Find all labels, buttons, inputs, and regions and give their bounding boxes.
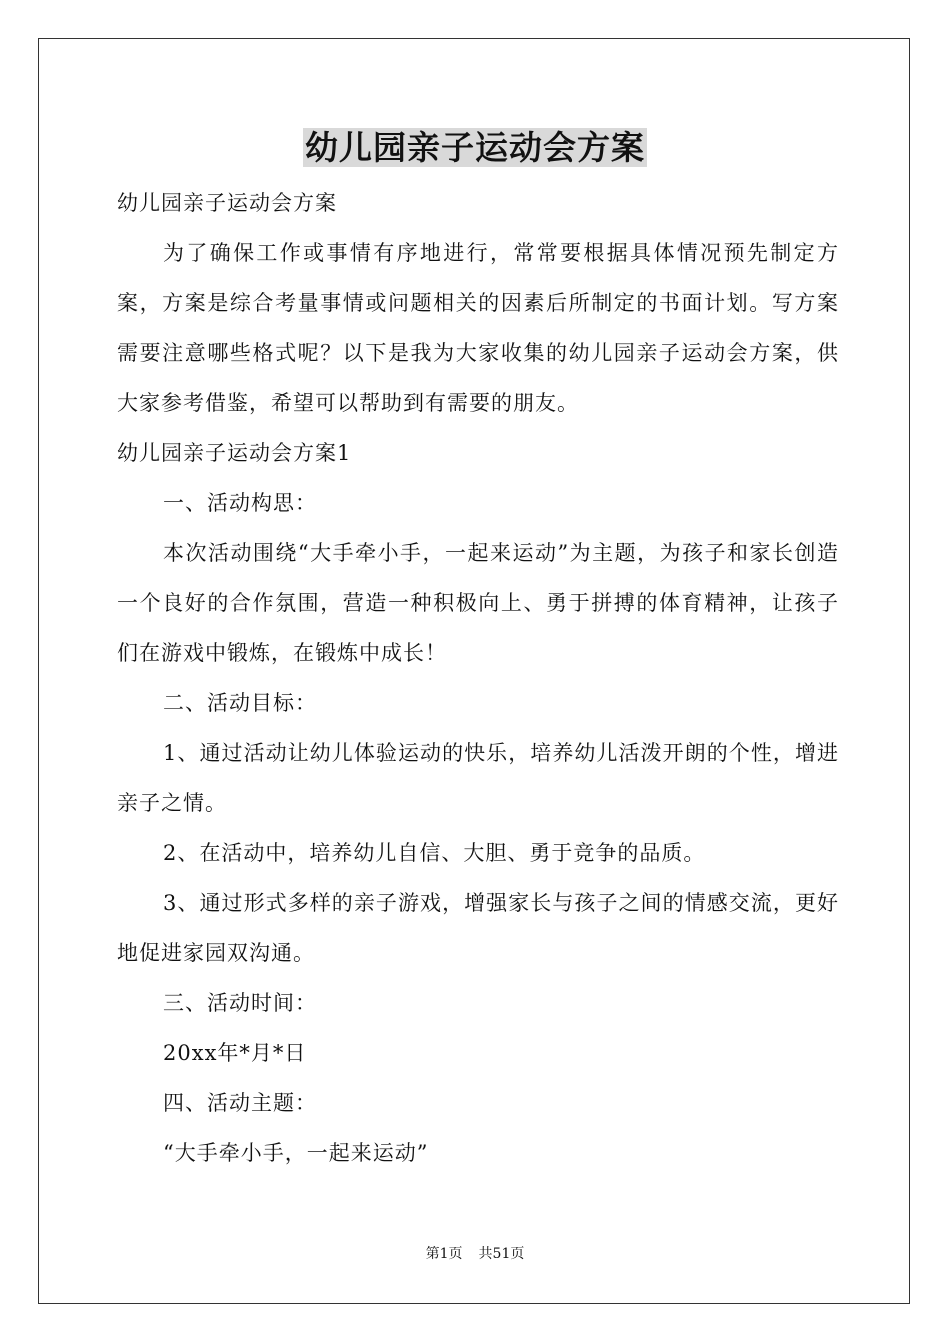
intro-paragraph: 为了确保工作或事情有序地进行，常常要根据具体情况预先制定方案，方案是综合考量事情或问题相关的因素后所制定的书面计划。写方案需要注意哪些格式呢？以下是我为大家收集的幼儿园亲子运动会方案，供大家参考借鉴，希望可以帮助到有需要的朋友。 <box>117 241 839 415</box>
subtitle-paragraph: 幼儿园亲子运动会方案 <box>117 191 337 215</box>
heading-activity-theme: 四、活动主题： <box>163 1091 317 1115</box>
page-number-total: 共51页 <box>478 1246 525 1262</box>
heading-activity-concept: 一、活动构思： <box>163 491 317 515</box>
activity-date: 20xx年*月*日 <box>163 1041 307 1065</box>
goal-item-1: 1、通过活动让幼儿体验运动的快乐，培养幼儿活泼开朗的个性，增进亲子之情。 <box>117 741 839 815</box>
heading-activity-goals: 二、活动目标： <box>163 691 317 715</box>
section-heading-plan-1: 幼儿园亲子运动会方案1 <box>117 441 352 465</box>
document-body <box>117 178 839 1178</box>
page-footer <box>0 1244 950 1264</box>
concept-paragraph: 本次活动围绕“大手牵小手，一起来运动”为主题，为孩子和家长创造一个良好的合作氛围，营造一种积极向上、勇于拼搏的体育精神，让孩子们在游戏中锻炼，在锻炼中成长！ <box>117 541 839 665</box>
activity-theme-text: “大手牵小手，一起来运动” <box>163 1141 429 1165</box>
document-title-text: 幼儿园亲子运动会方案 <box>305 128 645 167</box>
goal-item-3: 3、通过形式多样的亲子游戏，增强家长与孩子之间的情感交流，更好地促进家园双沟通。 <box>117 891 839 965</box>
document-title <box>0 124 950 172</box>
heading-activity-time: 三、活动时间： <box>163 991 317 1015</box>
page-number-current: 第1页 <box>425 1246 463 1262</box>
goal-item-2: 2、在活动中，培养幼儿自信、大胆、勇于竞争的品质。 <box>163 841 706 865</box>
